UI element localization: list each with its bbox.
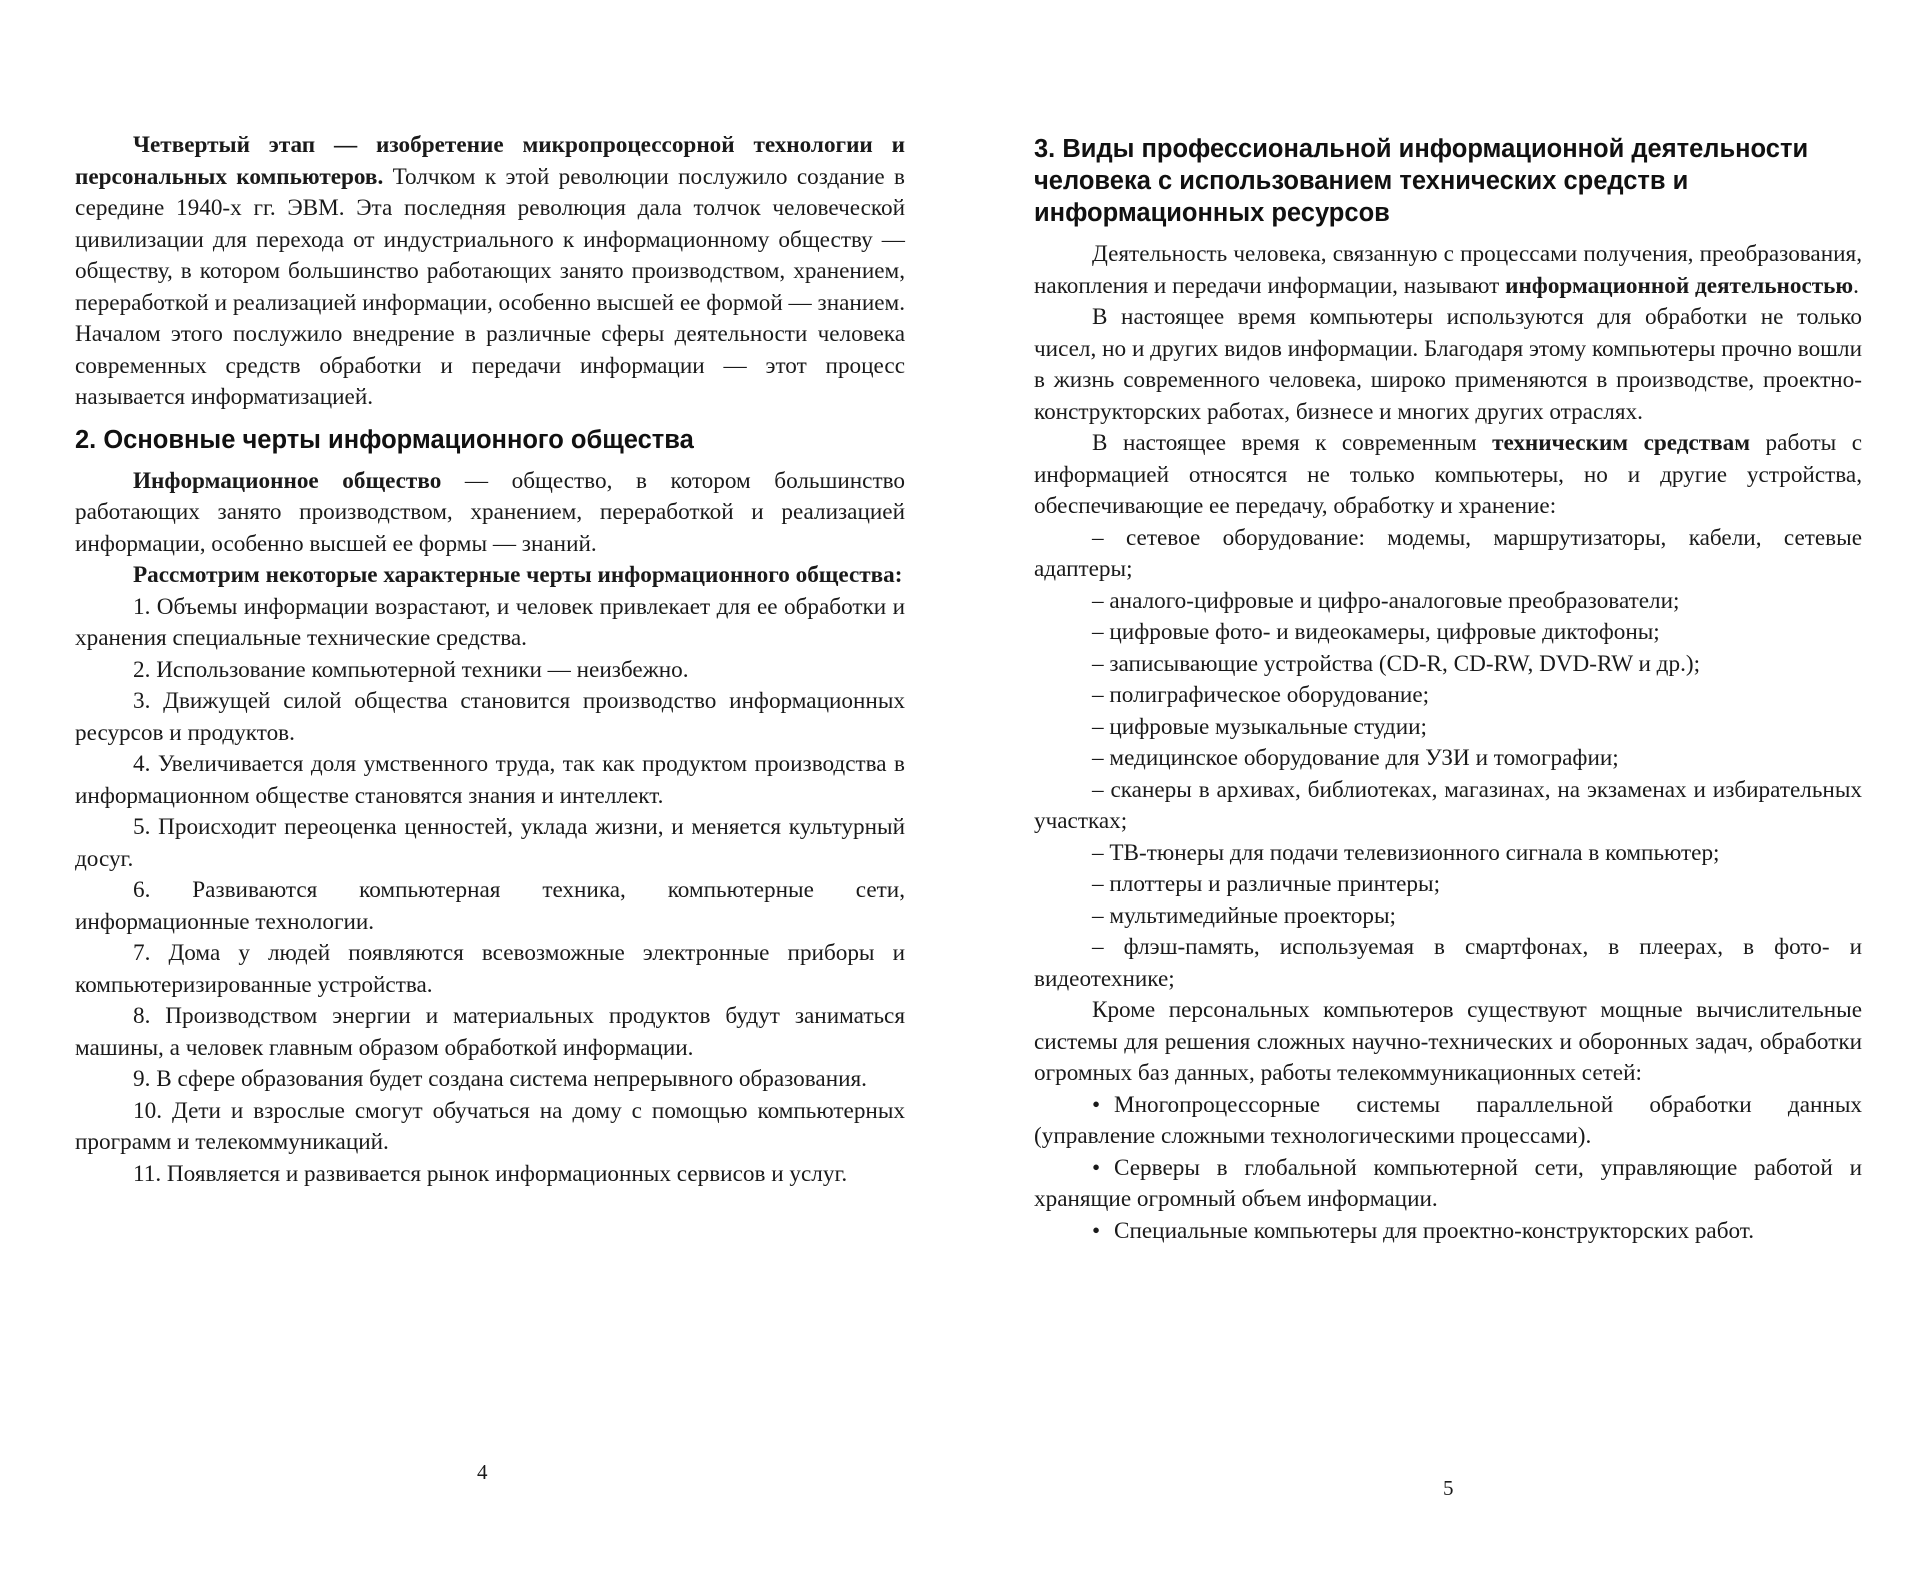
p3-end: работы с информацией относятся не только компьютеры, но и другие устройства, обеспечивающие ее передачу, обработку и хранение: — [1034, 430, 1863, 519]
bullet-text: Многопроцессорные системы параллельной обработки данных (управление сложными технологическими процессами). — [1034, 1091, 1862, 1149]
list-item: 1. Объемы информации возрастают, и человек привлекает для ее обработки и хранения специальные технические средства. — [75, 593, 905, 651]
dash-item: – мультимедийные проекторы; — [1092, 902, 1396, 929]
list-intro-text: Рассмотрим некоторые характерные черты информационного общества: — [133, 562, 903, 588]
list-intro — [75, 560, 905, 592]
paragraph-info-activity — [1034, 239, 1862, 302]
section-heading-2: 2. Основные черты информационного общества — [75, 425, 694, 454]
bullet-glyph: • — [1092, 1217, 1101, 1244]
dash-item: – ТВ-тюнеры для подачи телевизионного сигнала в компьютер; — [1092, 839, 1720, 866]
list-item: 8. Производством энергии и материальных продуктов будут заниматься машины, а человек главным образом обработкой информации. — [75, 1003, 905, 1061]
right-page-content — [1034, 133, 1862, 1247]
paragraph-computing-systems: Кроме персональных компьютеров существуют мощные вычислительные системы для решения сложных научно-технических и оборонных задач, обработки огромных баз данных, работы телекоммуникационных сетей: — [1034, 997, 1862, 1086]
bullet-text: Специальные компьютеры для проектно-конструкторских работ. — [1114, 1217, 1754, 1244]
left-page — [75, 0, 905, 1571]
list-item: 3. Движущей силой общества становится производство информационных ресурсов и продуктов. — [75, 688, 905, 746]
p1-bold-term: информационной деятельностью — [1505, 272, 1854, 299]
dash-item: – флэш-память, используемая в смартфонах, в плеерах, в фото- и видеотехнике; — [1034, 934, 1862, 992]
p1-end: . — [1853, 272, 1859, 299]
dash-item: – аналого-цифровые и цифро-аналоговые преобразователи; — [1092, 587, 1680, 614]
dash-item: – полиграфическое оборудование; — [1092, 682, 1430, 708]
bullet-item — [1034, 1090, 1862, 1153]
list-item: 11. Появляется и развивается рынок информационных сервисов и услуг. — [133, 1160, 848, 1187]
left-page-content — [75, 130, 905, 1190]
p3-text: В настоящее время к современным — [1092, 430, 1493, 456]
bullet-glyph: • — [1092, 1154, 1101, 1181]
dash-item: – цифровые музыкальные студии; — [1092, 713, 1427, 740]
dash-item: – плоттеры и различные принтеры; — [1092, 871, 1441, 897]
list-item: 5. Происходит переоценка ценностей, уклада жизни, и меняется культурный досуг. — [75, 814, 905, 872]
bullet-item — [1034, 1216, 1862, 1248]
bullet-text: Серверы в глобальной компьютерной сети, управляющие работой и хранящие огромный объем информации. — [1034, 1154, 1862, 1212]
intro-paragraph — [75, 130, 905, 414]
dash-item: – медицинское оборудование для УЗИ и томографии; — [1092, 745, 1619, 771]
definition-term: Информационное общество — [133, 467, 442, 494]
section-heading-3: 3. Виды профессиональной информационной деятельности человека с использованием технических средств и информационных ресурсов — [1034, 135, 1809, 227]
intro-text: Толчком к этой революции послужило создание в середине 1940-х гг. ЭВМ. Эта последняя революция дала толчок человеческой цивилизации для перехода от индустриального к информационному обществу — обществу, в котором большинство работающих занято производством, хранением, переработкой и реализацией информации, особенно высшей ее формой — знанием. Началом этого послужило внедрение в различные сферы деятельности человека современных средств обработки и передачи информации — этот процесс называется информатизацией. — [75, 163, 905, 410]
p3-bold-term: техническим средствам — [1492, 430, 1751, 456]
list-item: 10. Дети и взрослые смогут обучаться на дому с помощью компьютерных программ и телекоммуникаций. — [75, 1097, 905, 1155]
dash-item: – сетевое оборудование: модемы, маршрутизаторы, кабели, сетевые адаптеры; — [1034, 524, 1862, 582]
list-item: 2. Использование компьютерной техники — неизбежно. — [133, 656, 689, 683]
list-item: 6. Развиваются компьютерная техника, компьютерные сети, информационные технологии. — [75, 877, 905, 935]
page-number-left: 4 — [477, 1460, 488, 1484]
definition-paragraph — [75, 466, 905, 561]
right-page — [1034, 0, 1862, 1571]
dash-item: – записывающие устройства (CD-R, CD-RW, DVD-RW и др.); — [1092, 650, 1701, 677]
definition-text: — общество, в котором большинство работающих занято производством, хранением, переработкой и реализацией информации, особенно высшей ее формы — знаний. — [75, 467, 905, 557]
bullet-item — [1034, 1153, 1862, 1216]
list-item: 4. Увеличивается доля умственного труда, так как продуктом производства в информационном обществе становятся знания и интеллект. — [75, 751, 905, 809]
p1-text: Деятельность человека, связанную с процессами получения, преобразования, накопления и передачи информации, называют — [1034, 241, 1862, 299]
paragraph-technical-means — [1034, 428, 1862, 523]
dash-item: – цифровые фото- и видеокамеры, цифровые диктофоны; — [1092, 619, 1660, 645]
list-item: 7. Дома у людей появляются всевозможные электронные приборы и компьютеризированные устройства. — [75, 940, 905, 998]
page-number-right: 5 — [1443, 1476, 1454, 1500]
dash-item: – сканеры в архивах, библиотеках, магазинах, на экзаменах и избирательных участках; — [1034, 776, 1862, 834]
list-item: 9. В сфере образования будет создана система непрерывного образования. — [133, 1066, 867, 1092]
intro-bold-lead: Четвертый этап — изобретение микропроцессорной технологии и персональных компьютеров. — [75, 132, 905, 190]
bullet-glyph: • — [1092, 1091, 1101, 1118]
paragraph-computers-usage: В настоящее время компьютеры используются для обработки не только чисел, но и других видов информации. Благодаря этому компьютеры прочно вошли в жизнь современного человека, широко применяются в производстве, проектно-конструкторских работах, бизнесе и многих других отраслях. — [1034, 304, 1862, 425]
